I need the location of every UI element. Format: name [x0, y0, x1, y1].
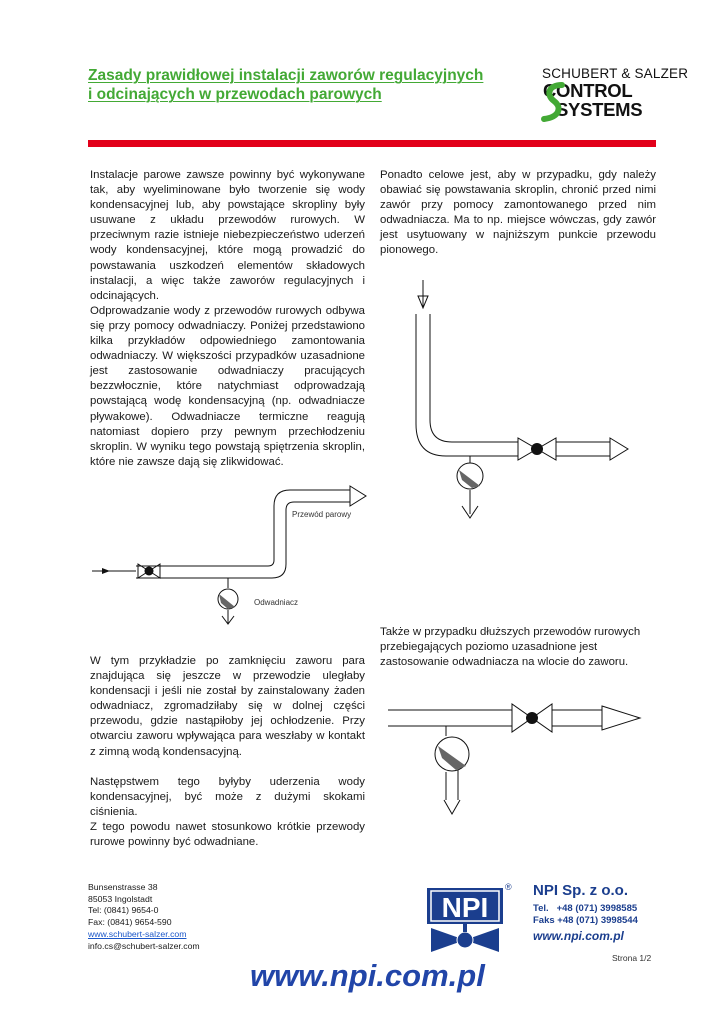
pipe-after-valve: [556, 442, 610, 456]
footer-big-url[interactable]: www.npi.com.pl: [250, 958, 485, 993]
address-street: Bunsenstrasse 38: [88, 882, 158, 892]
diagram-vertical-pipe-with-trap: [410, 274, 640, 544]
page-number: Strona 1/2: [612, 953, 652, 963]
right-paragraph-1: Ponadto celowe jest, aby w przypadku, gdy należy obawiać się powstawania skroplin, chronić przed nimi zawór przy pomocy zamontowanego przed nim odwadniacza. Ma to np. miejsce wówczas, gdy zawór jest usytuowany w najniższym punkcie przewodu pionowego.: [380, 169, 656, 257]
registered-mark: ®: [505, 882, 512, 892]
inlet-arrowhead: [102, 568, 110, 574]
trap-label: Odwadniacz: [254, 598, 299, 607]
address-tel: Tel: (0841) 9654-0: [88, 905, 159, 916]
npi-fax: Faks +48 (071) 3998544: [533, 915, 638, 926]
npi-phone: Tel. +48 (071) 3998585: [533, 903, 638, 914]
title-line-2: i odcinających w przewodach parowych: [88, 86, 382, 103]
title-line-1: Zasady prawidłowej instalacji zaworów regulacyjnych: [88, 67, 484, 84]
outlet-arrowhead: [602, 706, 640, 730]
explanation-paragraph-1: W tym przykładzie po zamknięciu zaworu para znajdująca się jeszcze w przewodzie uległaby kondensacji i jeśli nie został by zainstalowany żaden odwadniacz, zgromadziłaby się w dolnej części przewodu, gdzie nastąpiłoby jej ochłodzenie. Przy otwarciu zaworu wpływająca para weszłaby w kontakt z zimną wodą kondensacyjną.: [90, 655, 365, 758]
document-title: [88, 66, 528, 104]
explanation-column: [90, 654, 365, 850]
outlet-arrowhead: [350, 486, 366, 506]
logo-s-swoosh-icon: [540, 81, 570, 123]
logo-brand-line-1: SCHUBERT & SALZER: [542, 66, 689, 81]
npi-logo: [427, 888, 503, 954]
npi-company-name: NPI Sp. z o.o.: [533, 882, 629, 899]
header-red-bar: [88, 140, 656, 147]
logo-brand-line-2: CONTROL: [543, 80, 633, 101]
schubert-salzer-logo: [540, 66, 689, 126]
valve-ball: [531, 443, 543, 455]
valve-ball: [145, 567, 154, 576]
address-fax: Fax: (0841) 9654-590: [88, 917, 172, 928]
intro-paragraph-1: Instalacje parowe zawsze powinny być wykonywane tak, aby wyeliminowane było tworzenie się wody kondensacyjnej lub, aby powstające skropliny były usuwane z układu przewodów rurowych. W przeciwnym razie istnieje niebezpieczeństwo uderzeń wody kondensacyjnej, które mogą prowadzić do powstawania uszkodzeń elementów składowych instalacji, a więc także zaworów regulacyjnych i odcinających.: [90, 169, 365, 302]
pipe-right-wall: [430, 314, 518, 442]
npi-website[interactable]: www.npi.com.pl: [533, 929, 624, 943]
address-email: info.cs@schubert-salzer.com: [88, 940, 200, 951]
steam-pipe-label: Przewód parowy: [292, 510, 352, 519]
right-column-top: [380, 168, 656, 259]
explanation-paragraph-3: Z tego powodu nawet stosunkowo krótkie przewody rurowe powinny być odwadniane.: [90, 820, 365, 849]
npi-logo-text: NPI: [441, 892, 489, 923]
diagram-steam-line-with-trap: [88, 484, 378, 640]
drain-arrow: [444, 800, 460, 814]
intro-paragraph-2: Odprowadzanie wody z przewodów rurowych odbywa się przy pomocy odwadniaczy. Poniżej przedstawiono kilka przykładów odpowiedniego zamontowania odwadniaczy. W większości przypadków uzasadnione jest zastosowanie odwadniaczy pracujących bezzwłocznie, które natychmiast odprowadzają powstającą wodę kondensacyjną (np. odwadniacze pływakowe). Odwadniacze termiczne reagują natomiast dopiero przy pewnym przechłodzeniu skroplin. W wyniku tego powstają spiętrzenia skroplin, które nie zawsze dają się zlikwidować.: [90, 304, 365, 468]
explanation-paragraph-2: Następstwem tego byłyby uderzenia wody kondensacyjnej, być może z dużymi skokami ciśnienia.: [90, 775, 365, 818]
diagram-horizontal-line-trap-before-valve: [388, 696, 658, 828]
pipe-outer: [136, 490, 350, 566]
pipe-left-wall: [416, 314, 518, 456]
npi-contact: [533, 882, 638, 943]
logo-brand-line-3: SYSTEMS: [556, 99, 643, 120]
company-address: [88, 882, 200, 952]
address-website-link[interactable]: www.schubert-salzer.com: [88, 928, 187, 939]
outlet-arrowhead: [610, 438, 628, 460]
intro-column: [90, 168, 365, 470]
right-column-bottom: [380, 625, 656, 670]
address-city: 85053 Ingolstadt: [88, 893, 153, 904]
right-paragraph-2: Także w przypadku dłuższych przewodów rurowych przebiegających poziomo uzasadnione jest zastosowanie odwadniacza na wlocie do zaworu.: [380, 626, 641, 669]
valve-ball: [526, 712, 538, 724]
